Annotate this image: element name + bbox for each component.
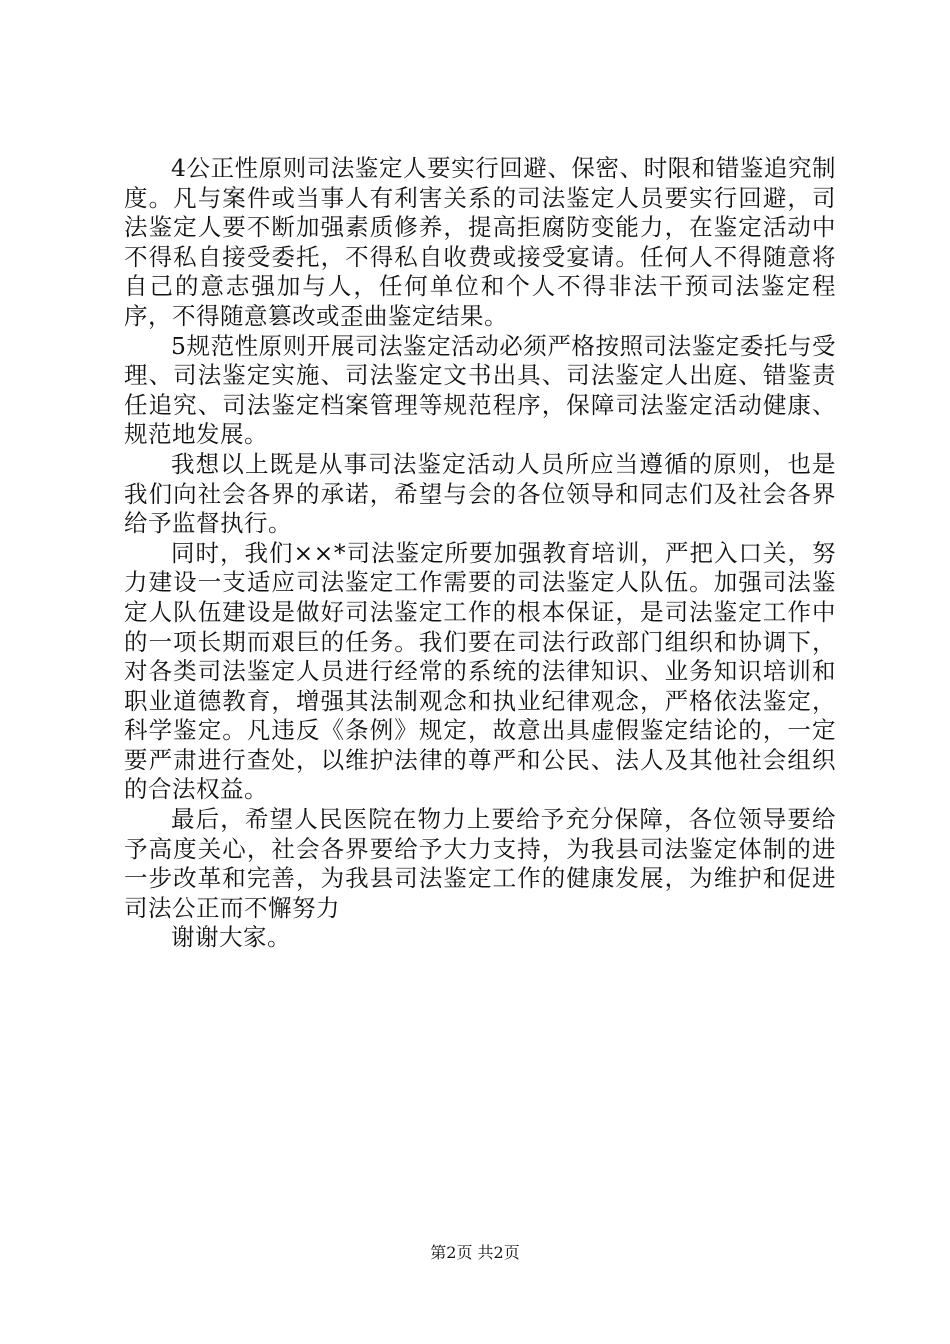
paragraph-thanks: 谢谢大家。 bbox=[171, 923, 291, 952]
paragraph-impartiality-principle: 4公正性原则司法鉴定人要实行回避、保密、时限和错鉴追究制度。凡与案件或当事人有利害关系的司法鉴定人员要实行回避，司法鉴定人要不断加强素质修养，提高拒腐防变能力，在鉴定活动中不得私自接受委托，不得私自收费或接受宴请。任何人不得随意将自己的意志强加与人，任何单位和个人不得非法干预司法鉴定程序，不得随意篡改或歪曲鉴定结果。 bbox=[124, 154, 836, 330]
paragraph-standardization-principle: 5规范性原则开展司法鉴定活动必须严格按照司法鉴定委托与受理、司法鉴定实施、司法鉴定文书出具、司法鉴定人出庭、错鉴责任追究、司法鉴定档案管理等规范程序，保障司法鉴定活动健康、规范地发展。 bbox=[124, 331, 836, 449]
page-number-footer: 第2页 共2页 bbox=[430, 1243, 520, 1262]
paragraph-training: 同时，我们××*司法鉴定所要加强教育培训，严把入口关，努力建设一支适应司法鉴定工作需要的司法鉴定人队伍。加强司法鉴定人队伍建设是做好司法鉴定工作的根本保证，是司法鉴定工作中的一项长期而艰巨的任务。我们要在司法行政部门组织和协调下，对各类司法鉴定人员进行经常的系统的法律知识、业务知识培训和职业道德教育，增强其法制观念和执业纪律观念，严格依法鉴定，科学鉴定。凡违反《条例》规定，故意出具虚假鉴定结论的，一定要严肃进行查处，以维护法律的尊严和公民、法人及其他社会组织的合法权益。 bbox=[124, 538, 836, 804]
paragraph-closing-hope: 最后，希望人民医院在物力上要给予充分保障，各位领导要给予高度关心，社会各界要给予大力支持，为我县司法鉴定体制的进一步改革和完善，为我县司法鉴定工作的健康发展，为维护和促进司法公正而不懈努力 bbox=[124, 805, 836, 922]
body-text bbox=[124, 154, 836, 953]
paragraph-commitment: 我想以上既是从事司法鉴定活动人员所应当遵循的原则，也是我们向社会各界的承诺，希望与会的各位领导和同志们及社会各界给予监督执行。 bbox=[124, 449, 836, 538]
